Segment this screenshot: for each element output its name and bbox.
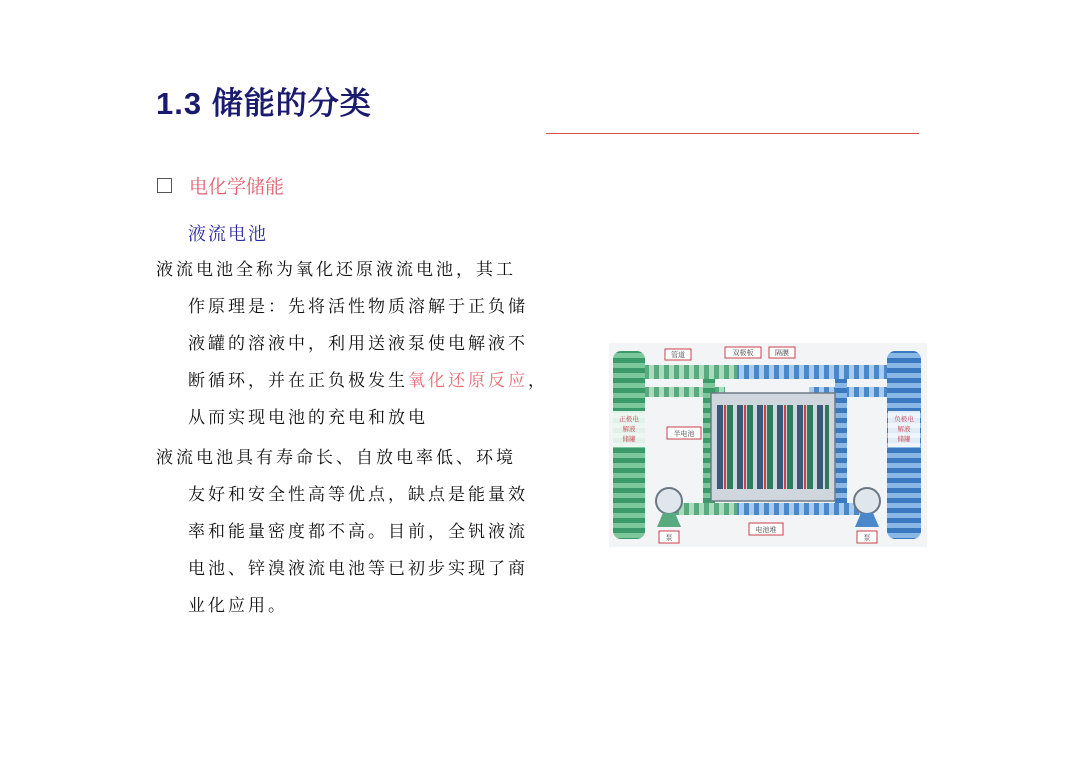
section-label: 电化学储能 (189, 176, 285, 198)
highlighted-term: 氧化还原反应 (408, 371, 528, 391)
pipe (737, 503, 867, 515)
text-segment: 断循环，并在正负极发生 (188, 371, 408, 391)
pipe (835, 379, 847, 503)
svg-text:储罐: 储罐 (622, 435, 636, 443)
page-title: 1.3 储能的分类 (156, 86, 372, 121)
label-electrode: 双极板 (732, 349, 754, 357)
label-membrane: 隔膜 (775, 349, 789, 357)
paragraph-line: 率和能量密度都不高。目前，全钒液流 (188, 522, 528, 542)
svg-text:储罐: 储罐 (897, 435, 911, 443)
svg-text:解液: 解液 (897, 425, 911, 433)
label-half-cell: 半电池 (673, 430, 695, 438)
bullet-box-icon (157, 178, 172, 193)
svg-text:解液: 解液 (622, 425, 636, 433)
pump-right-icon (854, 488, 880, 514)
paragraph-line: 液流电池具有寿命长、自放电率低、环境 (156, 448, 516, 468)
subheading: 液流电池 (188, 224, 268, 245)
flow-battery-diagram (609, 343, 927, 547)
paragraph-line: 作原理是：先将活性物质溶解于正负储 (188, 297, 528, 317)
section-heading (157, 172, 284, 199)
paragraph-advantages (156, 440, 576, 625)
pipe (737, 365, 887, 379)
label-stack: 电池堆 (755, 526, 777, 534)
label-pipe: 管道 (671, 351, 685, 359)
paragraph-line: 液流电池全称为氧化还原液流电池，其工 (156, 260, 516, 280)
pipe (645, 365, 737, 379)
label-left-tank: 正极电 (619, 415, 639, 423)
label-pump-right: 泵 (863, 534, 871, 542)
pump-left-icon (656, 488, 682, 514)
paragraph-line: 从而实现电池的充电和放电 (188, 408, 428, 428)
paragraph-line: 业化应用。 (188, 596, 288, 616)
paragraph-principle (156, 252, 576, 437)
paragraph-line: 液罐的溶液中，利用送液泵使电解液不 (188, 334, 528, 354)
label-pump-left: 泵 (665, 534, 673, 542)
title-underline (546, 133, 919, 134)
paragraph-line: 电池、锌溴液流电池等已初步实现了商 (188, 559, 528, 579)
text-segment: ， (528, 371, 548, 391)
label-right-tank: 负极电 (894, 415, 914, 423)
paragraph-line: 友好和安全性高等优点，缺点是能量效 (188, 485, 528, 505)
paragraph-line (156, 363, 576, 400)
